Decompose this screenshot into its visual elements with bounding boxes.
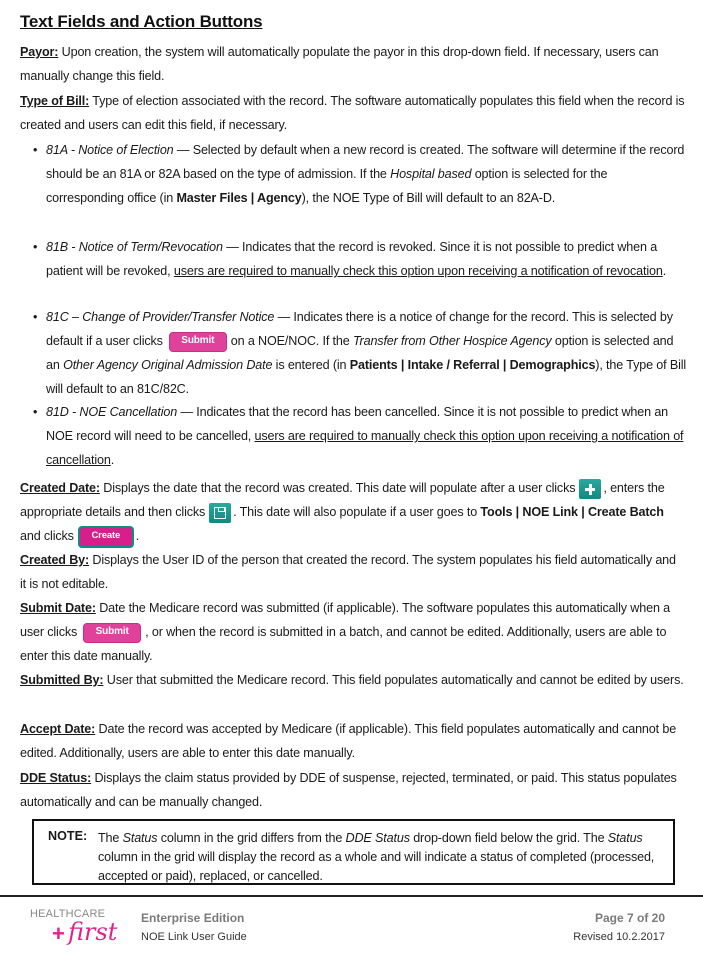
submitted-by-description: Submitted By: User that submitted the Medicare record. This field populates automatically and cannot be edited by users.	[20, 673, 684, 687]
healthcare-first-logo: HEALTHCARE + first	[30, 908, 118, 946]
accept-date-term: Accept Date:	[20, 722, 96, 736]
submit-button[interactable]: Submit	[83, 623, 141, 643]
submit-date-term: Submit Date:	[20, 601, 96, 615]
footer-edition: Enterprise Edition	[141, 911, 245, 925]
created-by-term: Created By:	[20, 553, 90, 567]
bullet-icon: •	[33, 240, 38, 254]
dde-status-term: DDE Status:	[20, 771, 92, 785]
bullet-icon: •	[33, 405, 38, 419]
bullet-81c-name: 81C – Change of Provider/Transfer Notice	[46, 310, 275, 324]
accept-date-description: Accept Date: Date the record was accepted by Medicare (if applicable). This field populates automatically and cannot be edited. Additionally, users are able to enter this date manually.	[20, 722, 677, 760]
note-text: The Status column in the grid differs from the DDE Status drop-down field below the grid. The Status column in the grid will display the record as a whole and will indicate a status of completed (processed, accepted or paid), replaced, or cancelled.	[98, 831, 655, 883]
note-label: NOTE:	[48, 829, 88, 843]
submit-date-description: Submit Date: Date the Medicare record was submitted (if applicable). The software populates this automatically when a user clicks Submit , or when the record is submitted in a batch, and cannot be edited. Additionally, users are able to enter this date manually.	[20, 601, 670, 663]
bullet-81d-name: 81D - NOE Cancellation	[46, 405, 178, 419]
bullet-81a: • 81A - Notice of Election — Selected by default when a new record is created. The software will determine if the record should be an 81A or 82A based on the type of admission. If the Hospital based option is selected for the corresponding office (in Master Files | Agency), the NOE Type of Bill will default to an 82A-D.	[46, 138, 686, 210]
footer-divider	[0, 895, 703, 897]
save-button[interactable]	[209, 503, 231, 523]
add-button[interactable]	[579, 479, 601, 499]
created-date-term: Created Date:	[20, 481, 100, 495]
footer-revised-date: Revised 10.2.2017	[573, 931, 665, 943]
created-by-description: Created By: Displays the User ID of the person that created the record. The system populates his field automatically and it is not editable.	[20, 553, 676, 591]
footer-page-number: Page 7 of 20	[594, 911, 665, 925]
dde-status-description: DDE Status: Displays the claim status provided by DDE of suspense, rejected, terminated, or paid. This status populates automatically and can be manually changed.	[20, 771, 677, 809]
bullet-icon: •	[33, 310, 38, 324]
section-title: Text Fields and Action Buttons	[20, 12, 263, 31]
bullet-icon: •	[33, 143, 38, 157]
bullet-81a-name: 81A - Notice of Election	[46, 143, 174, 157]
footer-guide-title: NOE Link User Guide	[141, 931, 247, 943]
submitted-by-term: Submitted By:	[20, 673, 104, 687]
created-date-description: Created Date: Displays the date that the record was created. This date will populate after a user clicks , enters the appropriate details and then clicks . This date will also populate if a user goes to Tools | NOE Link | Create Batch and clicks Create .	[20, 476, 685, 548]
bullet-81b-name: 81B - Notice of Term/Revocation	[46, 240, 223, 254]
bullet-81d: • 81D - NOE Cancellation — Indicates that the record has been cancelled. Since it is not possible to predict when an NOE record will need to be cancelled, users are required to manually check this option upon receiving a notification of cancellation.	[46, 400, 686, 472]
bullet-81c: • 81C – Change of Provider/Transfer Notice — Indicates there is a notice of change for the record. This is selected by default if a user clicks Submit on a NOE/NOC. If the Transfer from Other Hospice Agency option is selected and an Other Agency Original Admission Date is entered (in Patients | Intake / Referral | Demographics), the Type of Bill will default to an 81C/82C.	[46, 305, 686, 401]
submit-button[interactable]: Submit	[169, 332, 227, 352]
note-box	[32, 819, 675, 885]
create-button[interactable]: Create	[78, 526, 134, 548]
payor-description: Payor: Upon creation, the system will automatically populate the payor in this drop-down field. If necessary, users can manually change this field.	[20, 45, 659, 83]
type-of-bill-term: Type of Bill:	[20, 94, 90, 108]
type-of-bill-description: Type of Bill: Type of election associated with the record. The software automatically populates this field when the record is created and users can edit this field, if necessary.	[20, 94, 685, 132]
payor-term: Payor:	[20, 45, 59, 59]
bullet-81b: • 81B - Notice of Term/Revocation — Indicates that the record is revoked. Since it is not possible to predict when a patient will be revoked, users are required to manually check this option upon receiving a notification of revocation.	[46, 235, 686, 283]
